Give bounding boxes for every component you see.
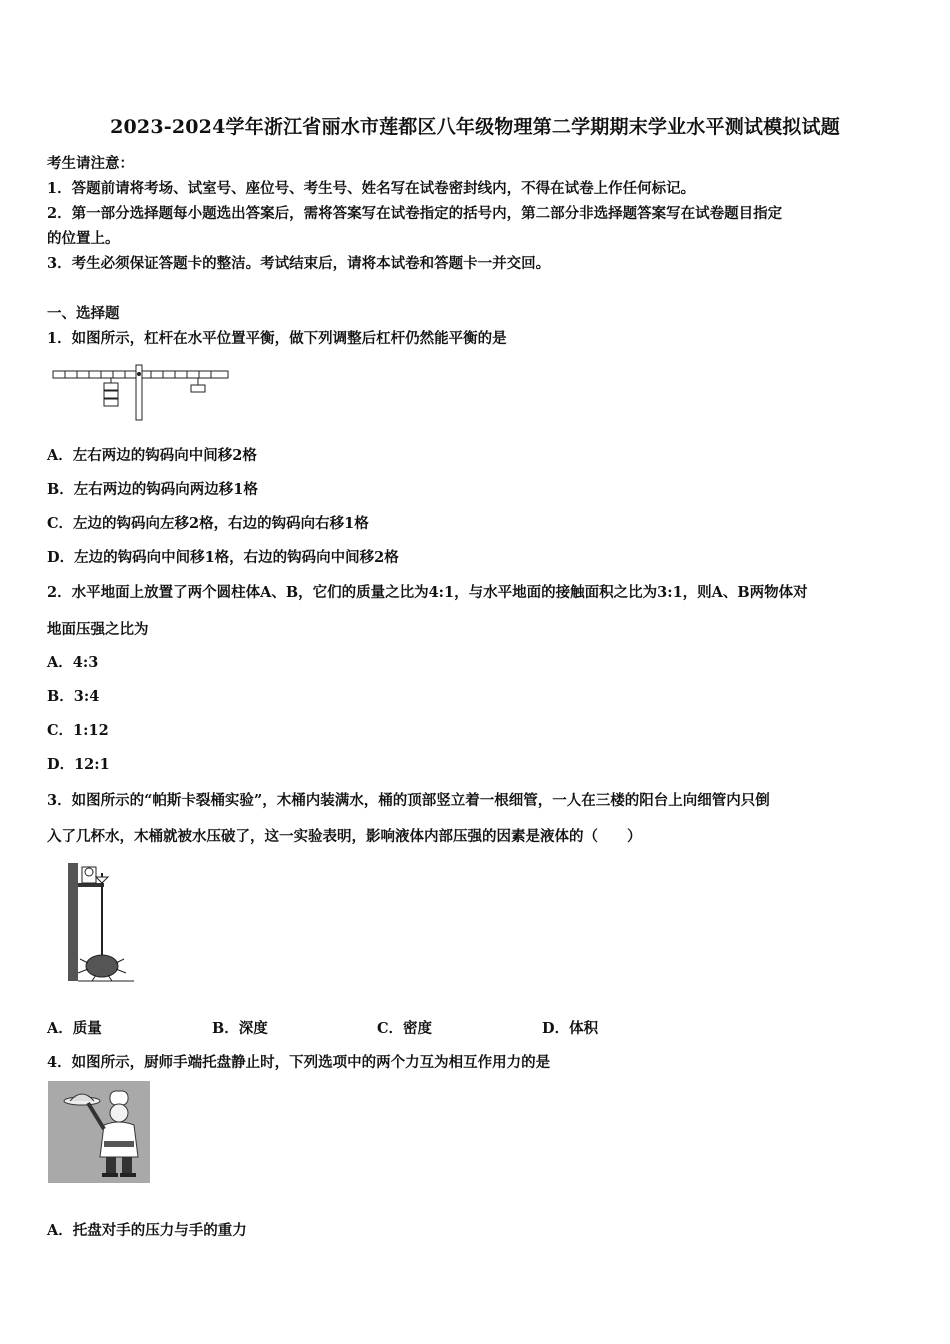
page-title: 2023-2024学年浙江省丽水市莲都区八年级物理第二学期期末学业水平测试模拟试题 <box>110 116 840 138</box>
question-1-option-d[interactable]: D．左边的钩码向中间移1格，右边的钩码向中间移2格 <box>47 549 399 566</box>
question-3-option-d[interactable]: D．体积 <box>542 1020 599 1037</box>
question-2-option-c[interactable]: C．1:12 <box>47 722 109 739</box>
notice-item-2: 2．第一部分选择题每小题选出答案后，需将答案写在试卷指定的括号内，第二部分非选择题答案写在试卷题目指定 <box>47 205 783 222</box>
question-3-option-b[interactable]: B．深度 <box>212 1020 268 1037</box>
question-3-option-a[interactable]: A．质量 <box>47 1020 102 1037</box>
notice-item-3: 3．考生必须保证答题卡的整洁。考试结束后，请将本试卷和答题卡一并交回。 <box>47 255 551 272</box>
question-2-option-a[interactable]: A．4:3 <box>47 654 99 671</box>
question-1-option-c[interactable]: C．左边的钩码向左移2格，右边的钩码向右移1格 <box>47 515 369 532</box>
notice-heading: 考生请注意： <box>47 155 134 172</box>
question-4-stem: 4．如图所示，厨师手端托盘静止时，下列选项中的两个力互为相互作用力的是 <box>47 1054 551 1071</box>
pascal-barrel-illustration <box>66 861 138 983</box>
notice-item-2-continued: 的位置上。 <box>47 230 120 247</box>
question-1-option-b[interactable]: B．左右两边的钩码向两边移1格 <box>47 481 258 498</box>
chef-holding-tray-photo <box>48 1081 150 1183</box>
question-3-stem-line-2: 入了几杯水，木桶就被水压破了，这一实验表明，影响液体内部压强的因素是液体的（ ） <box>47 828 642 845</box>
question-2-stem-line-2: 地面压强之比为 <box>47 621 149 638</box>
question-3-stem-line-1: 3．如图所示的“帕斯卡裂桶实验”，木桶内装满水，桶的顶部竖立着一根细管，一人在三楼的阳台上向细管内只倒 <box>47 792 770 809</box>
question-2-option-b[interactable]: B．3:4 <box>47 688 100 705</box>
lever-diagram <box>52 362 232 422</box>
question-1-option-a[interactable]: A．左右两边的钩码向中间移2格 <box>47 447 257 464</box>
section-heading: 一、选择题 <box>47 305 120 322</box>
question-4-option-a[interactable]: A．托盘对手的压力与手的重力 <box>47 1222 247 1239</box>
question-2-option-d[interactable]: D．12:1 <box>47 756 110 773</box>
question-1-stem: 1．如图所示，杠杆在水平位置平衡，做下列调整后杠杆仍然能平衡的是 <box>47 330 507 347</box>
notice-item-1: 1．答题前请将考场、试室号、座位号、考生号、姓名写在试卷密封线内，不得在试卷上作任何标记。 <box>47 180 696 197</box>
question-2-stem-line-1: 2．水平地面上放置了两个圆柱体A、B，它们的质量之比为4:1，与水平地面的接触面积之比为3:1，则A、B两物体对 <box>47 584 808 601</box>
question-3-option-c[interactable]: C．密度 <box>377 1020 433 1037</box>
